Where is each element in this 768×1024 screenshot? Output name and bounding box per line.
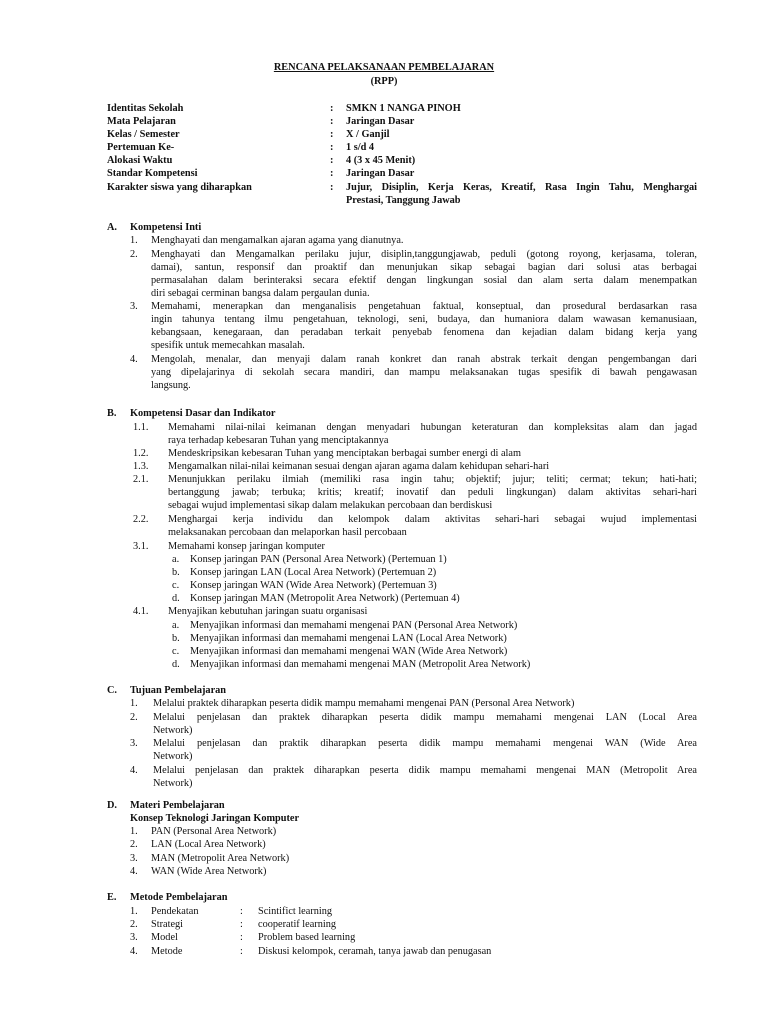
section-heading: Kompetensi Inti bbox=[130, 222, 202, 233]
sublist-letter: b. bbox=[172, 633, 180, 644]
identity-label: Mata Pelajaran bbox=[107, 116, 176, 127]
sublist-letter: c. bbox=[172, 646, 180, 657]
list-text: yang dipelajarinya di sekolah secara mandiri, dan mampu melaksanakan tugas spesifik di bawah pengawasan bbox=[151, 367, 697, 378]
list-text: Melalui penjelasan dan praktek diharapkan peserta didik mampu memahami mengenai MAN (Metropolit Area bbox=[153, 765, 697, 776]
section-heading: Materi Pembelajaran bbox=[130, 800, 225, 811]
list-number: 4. bbox=[130, 866, 138, 877]
section-letter: D. bbox=[107, 800, 118, 811]
list-text: raya terhadap kebesaran Tuhan yang menciptakannya bbox=[168, 435, 389, 446]
list-number: 1. bbox=[130, 826, 138, 837]
list-text: spesifik untuk memecahkan masalah. bbox=[151, 340, 305, 351]
method-colon: : bbox=[240, 932, 243, 943]
section-heading: Kompetensi Dasar dan Indikator bbox=[130, 408, 276, 419]
section-heading: Tujuan Pembelajaran bbox=[130, 685, 227, 696]
list-text: Network) bbox=[153, 751, 193, 762]
identity-colon: : bbox=[330, 182, 334, 193]
list-text: Menunjukkan perilaku ilmiah (memiliki rasa ingin tahu; objektif; jujur; teliti; cermat; tekun; hati-hati; bbox=[168, 474, 697, 485]
identity-label: Karakter siswa yang diharapkan bbox=[107, 182, 252, 193]
sublist-text: Konsep jaringan WAN (Wide Area Network) (Pertemuan 3) bbox=[190, 580, 437, 591]
section-heading: Metode Pembelajaran bbox=[130, 892, 228, 903]
sublist-text: Menyajikan informasi dan memahami mengenai LAN (Local Area Network) bbox=[190, 633, 507, 644]
list-text: bertanggung jawab; terbuka; kritis; kreatif; inovatif dan peduli lingkungan) dalam aktivitas sehari-hari bbox=[168, 487, 697, 498]
list-number: 2.1. bbox=[133, 474, 149, 485]
method-colon: : bbox=[240, 946, 243, 957]
method-value: Diskusi kelompok, ceramah, tanya jawab dan penugasan bbox=[258, 946, 492, 957]
list-number: 4. bbox=[130, 765, 138, 776]
list-number: 1.3. bbox=[133, 461, 149, 472]
identity-colon: : bbox=[330, 103, 334, 114]
list-text: Menghargai kerja individu dan kelompok dalam aktivitas sehari-hari sebagai wujud implementasi bbox=[168, 514, 697, 525]
sublist-letter: d. bbox=[172, 593, 180, 604]
list-text: damai), santun, responsif dan proaktif dan menunjukan sikap sebagai bagian dari solusi atas berbagai bbox=[151, 262, 697, 273]
list-number: 2.2. bbox=[133, 514, 149, 525]
identity-value: X / Ganjil bbox=[346, 129, 390, 140]
list-number: 1. bbox=[130, 906, 138, 917]
list-text: Memahami konsep jaringan komputer bbox=[168, 541, 325, 552]
list-text: Melalui penjelasan dan praktek diharapkan peserta didik mampu memahami mengenai LAN (Local Area bbox=[153, 712, 697, 723]
list-text: Melalui praktek diharapkan peserta didik mampu memahami mengenai PAN (Personal Area Network) bbox=[153, 698, 575, 709]
sublist-text: Menyajikan informasi dan memahami mengenai WAN (Wide Area Network) bbox=[190, 646, 508, 657]
list-text: Network) bbox=[153, 778, 193, 789]
identity-label: Standar Kompetensi bbox=[107, 168, 198, 179]
list-number: 2. bbox=[130, 712, 138, 723]
list-number: 2. bbox=[130, 249, 138, 260]
list-number: 2. bbox=[130, 839, 138, 850]
list-text: WAN (Wide Area Network) bbox=[151, 866, 267, 877]
list-number: 1. bbox=[130, 698, 138, 709]
list-text: diri sebagai cerminan bangsa dalam pergaulan dunia. bbox=[151, 288, 370, 299]
sublist-text: Konsep jaringan PAN (Personal Area Network) (Pertemuan 1) bbox=[190, 554, 447, 565]
identity-colon: : bbox=[330, 168, 334, 179]
method-value: cooperatif learning bbox=[258, 919, 337, 930]
identity-value: SMKN 1 NANGA PINOH bbox=[346, 103, 461, 114]
list-text: Menghayati dan Mengamalkan perilaku jujur, disiplin,tanggungjawab, peduli (gotong royong, kerjasama, toleran, bbox=[151, 249, 697, 260]
list-text: MAN (Metropolit Area Network) bbox=[151, 853, 290, 864]
list-text: Memahami nilai-nilai keimanan dengan menyadari hubungan keteraturan dan kompleksitas alam dan jagad bbox=[168, 422, 697, 433]
sublist-letter: a. bbox=[172, 620, 180, 631]
section-letter: C. bbox=[107, 685, 118, 696]
list-text: langsung. bbox=[151, 380, 191, 391]
identity-value: Jujur, Disiplin, Kerja Keras, Kreatif, Rasa Ingin Tahu, Menghargai bbox=[346, 182, 697, 193]
list-number: 3. bbox=[130, 301, 138, 312]
list-text: Mengolah, menalar, dan menyaji dalam ranah konkret dan ranah abstrak terkait dengan pengembangan dari bbox=[151, 354, 697, 365]
document-title: RENCANA PELAKSANAAN PEMBELAJARAN bbox=[273, 62, 495, 73]
list-text: permasalahan dalam berinteraksi secara efektif dengan lingkungan sosial dan alam serta dalam menempatkan bbox=[151, 275, 697, 286]
list-text: Melalui penjelasan dan praktik diharapkan peserta didik mampu memahami mengenai WAN (Wide Area bbox=[153, 738, 697, 749]
identity-label: Alokasi Waktu bbox=[107, 155, 173, 166]
section-letter: B. bbox=[107, 408, 117, 419]
list-number: 3. bbox=[130, 932, 138, 943]
identity-value: 4 (3 x 45 Menit) bbox=[346, 155, 416, 166]
method-label: Strategi bbox=[151, 919, 184, 930]
list-text: PAN (Personal Area Network) bbox=[151, 826, 277, 837]
identity-value: 1 s/d 4 bbox=[346, 142, 375, 153]
identity-label: Identitas Sekolah bbox=[107, 103, 184, 114]
list-text: ingin tahunya tentang ilmu pengetahuan, teknologi, seni, budaya, dan humaniora dalam wawasan kemanusiaan, bbox=[151, 314, 697, 325]
section-letter: E. bbox=[107, 892, 117, 903]
section-letter: A. bbox=[107, 222, 118, 233]
list-number: 4.1. bbox=[133, 606, 149, 617]
sublist-letter: a. bbox=[172, 554, 180, 565]
sublist-letter: b. bbox=[172, 567, 180, 578]
sublist-text: Konsep jaringan LAN (Local Area Network) (Pertemuan 2) bbox=[190, 567, 437, 578]
list-text: Memahami, menerapkan dan menganalisis pengetahuan faktual, konseptual, dan prosedural berdasarkan rasa bbox=[151, 301, 697, 312]
identity-colon: : bbox=[330, 116, 334, 127]
identity-label: Kelas / Semester bbox=[107, 129, 180, 140]
sublist-letter: c. bbox=[172, 580, 180, 591]
identity-value: Jaringan Dasar bbox=[346, 168, 415, 179]
list-number: 1.1. bbox=[133, 422, 149, 433]
list-text: kebangsaan, kenegaraan, dan peradaban terkait penyebab fenomena dan kejadian dalam bidang kerja yang bbox=[151, 327, 697, 338]
list-number: 3.1. bbox=[133, 541, 149, 552]
identity-colon: : bbox=[330, 155, 334, 166]
identity-colon: : bbox=[330, 129, 334, 140]
method-value: Scintifict learning bbox=[258, 906, 333, 917]
list-text: melaksanakan percobaan dan melaporkan hasil percobaan bbox=[168, 527, 407, 538]
list-text: Network) bbox=[153, 725, 193, 736]
list-number: 3. bbox=[130, 738, 138, 749]
list-number: 1. bbox=[130, 235, 138, 246]
method-label: Metode bbox=[151, 946, 183, 957]
list-text: Menyajikan kebutuhan jaringan suatu organisasi bbox=[168, 606, 368, 617]
list-number: 4. bbox=[130, 946, 138, 957]
sublist-text: Konsep jaringan MAN (Metropolit Area Network) (Pertemuan 4) bbox=[190, 593, 460, 604]
method-colon: : bbox=[240, 906, 243, 917]
document-subtitle: (RPP) bbox=[370, 76, 398, 87]
list-number: 2. bbox=[130, 919, 138, 930]
list-text: LAN (Local Area Network) bbox=[151, 839, 266, 850]
identity-value: Jaringan Dasar bbox=[346, 116, 415, 127]
method-colon: : bbox=[240, 919, 243, 930]
list-number: 4. bbox=[130, 354, 138, 365]
identity-value: Prestasi, Tanggung Jawab bbox=[346, 195, 461, 206]
list-text: sebagai wujud implementasi sikap dalam melakukan percobaan dan berdiskusi bbox=[168, 500, 493, 511]
method-label: Model bbox=[151, 932, 178, 943]
identity-colon: : bbox=[330, 142, 334, 153]
list-number: 3. bbox=[130, 853, 138, 864]
sublist-letter: d. bbox=[172, 659, 180, 670]
sublist-text: Menyajikan informasi dan memahami mengenai PAN (Personal Area Network) bbox=[190, 620, 518, 631]
method-label: Pendekatan bbox=[151, 906, 199, 917]
section-subheading: Konsep Teknologi Jaringan Komputer bbox=[130, 813, 300, 824]
list-text: Mengamalkan nilai-nilai keimanan sesuai dengan ajaran agama dalam kehidupan sehari-hari bbox=[168, 461, 550, 472]
list-number: 1.2. bbox=[133, 448, 149, 459]
identity-label: Pertemuan Ke- bbox=[107, 142, 175, 153]
sublist-text: Menyajikan informasi dan memahami mengenai MAN (Metropolit Area Network) bbox=[190, 659, 531, 670]
list-text: Menghayati dan mengamalkan ajaran agama yang dianutnya. bbox=[151, 235, 404, 246]
method-value: Problem based learning bbox=[258, 932, 356, 943]
list-text: Mendeskripsikan kebesaran Tuhan yang menciptakan berbagai sumber energi di alam bbox=[168, 448, 521, 459]
